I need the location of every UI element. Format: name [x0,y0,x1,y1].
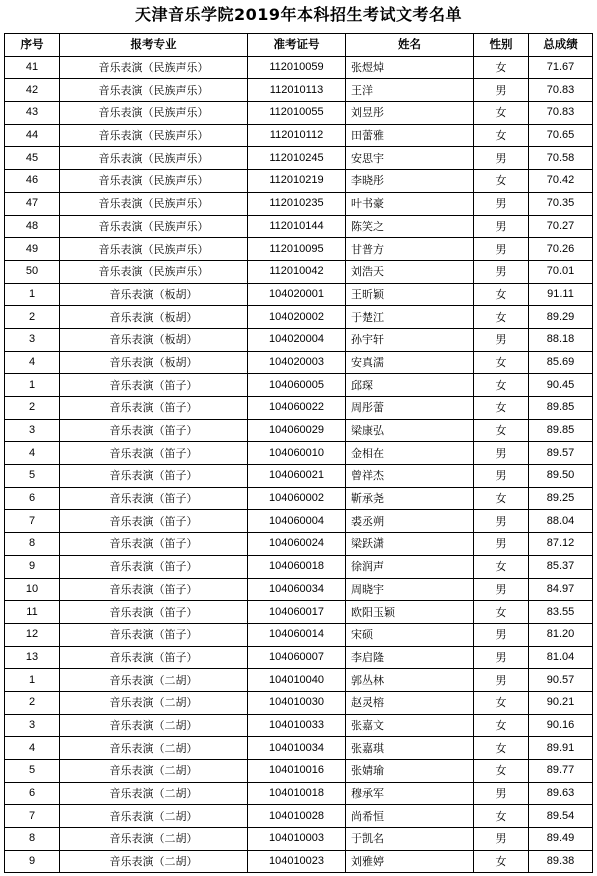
cell-exam-id: 104020002 [248,306,346,329]
header-score: 总成绩 [529,34,593,57]
cell-score: 89.29 [529,306,593,329]
cell-exam-id: 104020003 [248,351,346,374]
cell-gender: 男 [474,646,529,669]
cell-exam-id: 104060034 [248,578,346,601]
cell-seq: 11 [5,601,60,624]
table-row [5,510,593,533]
cell-exam-id: 112010219 [248,170,346,193]
cell-name: 裘丞朔 [346,510,474,533]
table-row [5,805,593,828]
table-row [5,828,593,851]
cell-exam-id: 104060017 [248,601,346,624]
cell-score: 89.54 [529,805,593,828]
cell-name: 尚希恒 [346,805,474,828]
table-row [5,124,593,147]
cell-major: 音乐表演（笛子） [60,623,248,646]
cell-exam-id: 104060029 [248,419,346,442]
cell-major: 音乐表演（笛子） [60,555,248,578]
table-row [5,760,593,783]
cell-seq: 8 [5,533,60,556]
cell-name: 田蕾雅 [346,124,474,147]
cell-score: 70.58 [529,147,593,170]
cell-exam-id: 104010016 [248,760,346,783]
cell-seq: 7 [5,510,60,533]
cell-exam-id: 104060002 [248,487,346,510]
cell-name: 王洋 [346,79,474,102]
cell-score: 85.69 [529,351,593,374]
cell-gender: 男 [474,260,529,283]
table-row [5,850,593,873]
cell-seq: 1 [5,283,60,306]
cell-exam-id: 112010144 [248,215,346,238]
cell-exam-id: 104060018 [248,555,346,578]
cell-exam-id: 104060024 [248,533,346,556]
cell-seq: 48 [5,215,60,238]
table-row [5,170,593,193]
cell-gender: 女 [474,737,529,760]
cell-gender: 女 [474,487,529,510]
cell-score: 81.04 [529,646,593,669]
cell-gender: 女 [474,601,529,624]
header-major: 报考专业 [60,34,248,57]
cell-name: 穆承军 [346,782,474,805]
table-row [5,102,593,125]
cell-score: 70.35 [529,192,593,215]
table-row [5,328,593,351]
cell-seq: 12 [5,623,60,646]
cell-seq: 13 [5,646,60,669]
cell-seq: 1 [5,669,60,692]
cell-seq: 47 [5,192,60,215]
cell-gender: 男 [474,328,529,351]
cell-score: 70.83 [529,102,593,125]
table-row [5,147,593,170]
cell-seq: 4 [5,442,60,465]
table-row [5,578,593,601]
cell-exam-id: 104010030 [248,691,346,714]
cell-seq: 2 [5,691,60,714]
cell-score: 88.18 [529,328,593,351]
cell-score: 90.21 [529,691,593,714]
cell-name: 郭丛林 [346,669,474,692]
cell-name: 张嘉琪 [346,737,474,760]
cell-seq: 10 [5,578,60,601]
cell-name: 张嘉文 [346,714,474,737]
cell-score: 89.25 [529,487,593,510]
cell-major: 音乐表演（板胡） [60,328,248,351]
table-row [5,782,593,805]
cell-score: 84.97 [529,578,593,601]
cell-major: 音乐表演（笛子） [60,442,248,465]
cell-exam-id: 104060004 [248,510,346,533]
cell-name: 刘浩天 [346,260,474,283]
cell-gender: 女 [474,714,529,737]
cell-major: 音乐表演（笛子） [60,510,248,533]
cell-score: 70.83 [529,79,593,102]
table-row [5,374,593,397]
cell-score: 89.49 [529,828,593,851]
cell-score: 91.11 [529,283,593,306]
cell-seq: 45 [5,147,60,170]
cell-name: 曾祥杰 [346,465,474,488]
cell-gender: 男 [474,192,529,215]
cell-major: 音乐表演（二胡） [60,760,248,783]
table-row [5,79,593,102]
cell-name: 于楚江 [346,306,474,329]
cell-seq: 44 [5,124,60,147]
cell-major: 音乐表演（笛子） [60,646,248,669]
cell-major: 音乐表演（民族声乐） [60,170,248,193]
cell-name: 王昕颖 [346,283,474,306]
cell-exam-id: 104060021 [248,465,346,488]
cell-seq: 50 [5,260,60,283]
cell-name: 李晓彤 [346,170,474,193]
cell-exam-id: 112010095 [248,238,346,261]
cell-name: 于凯名 [346,828,474,851]
table-body [5,56,593,873]
cell-exam-id: 112010055 [248,102,346,125]
cell-major: 音乐表演（民族声乐） [60,192,248,215]
cell-seq: 9 [5,850,60,873]
cell-seq: 6 [5,782,60,805]
cell-major: 音乐表演（二胡） [60,828,248,851]
cell-gender: 女 [474,397,529,420]
cell-major: 音乐表演（民族声乐） [60,147,248,170]
table-row [5,351,593,374]
cell-exam-id: 104010003 [248,828,346,851]
table-row [5,646,593,669]
cell-seq: 7 [5,805,60,828]
cell-score: 88.04 [529,510,593,533]
document-title: 天津音乐学院2019年本科招生考试文考名单 [134,5,463,24]
table-row [5,737,593,760]
table-header [5,34,593,57]
cell-name: 张婧瑜 [346,760,474,783]
cell-seq: 43 [5,102,60,125]
cell-gender: 女 [474,351,529,374]
cell-exam-id: 104010034 [248,737,346,760]
cell-score: 89.57 [529,442,593,465]
cell-name: 周晓宇 [346,578,474,601]
table-row [5,419,593,442]
cell-major: 音乐表演（板胡） [60,283,248,306]
header-gender: 性别 [474,34,529,57]
cell-major: 音乐表演（民族声乐） [60,102,248,125]
cell-name: 张煜焯 [346,56,474,79]
cell-gender: 男 [474,669,529,692]
cell-name: 安真濡 [346,351,474,374]
cell-name: 甘普方 [346,238,474,261]
header-name: 姓名 [346,34,474,57]
cell-exam-id: 104010023 [248,850,346,873]
cell-score: 89.63 [529,782,593,805]
cell-score: 85.37 [529,555,593,578]
cell-exam-id: 104020001 [248,283,346,306]
cell-gender: 女 [474,555,529,578]
cell-gender: 男 [474,578,529,601]
cell-exam-id: 112010245 [248,147,346,170]
cell-score: 89.91 [529,737,593,760]
cell-score: 70.01 [529,260,593,283]
cell-major: 音乐表演（民族声乐） [60,79,248,102]
header-exam-id: 准考证号 [248,34,346,57]
cell-name: 金相在 [346,442,474,465]
cell-seq: 42 [5,79,60,102]
cell-seq: 1 [5,374,60,397]
cell-gender: 女 [474,374,529,397]
cell-major: 音乐表演（民族声乐） [60,260,248,283]
cell-major: 音乐表演（笛子） [60,578,248,601]
cell-name: 梁跃潇 [346,533,474,556]
table-row [5,397,593,420]
table-row [5,623,593,646]
cell-gender: 男 [474,533,529,556]
admission-roster-table [4,33,593,873]
cell-gender: 女 [474,805,529,828]
cell-gender: 男 [474,510,529,533]
header-row [5,34,593,57]
cell-gender: 女 [474,170,529,193]
table-row [5,465,593,488]
cell-seq: 5 [5,465,60,488]
cell-gender: 男 [474,79,529,102]
cell-major: 音乐表演（板胡） [60,306,248,329]
cell-major: 音乐表演（二胡） [60,691,248,714]
cell-major: 音乐表演（板胡） [60,351,248,374]
table-row [5,192,593,215]
cell-name: 欧阳玉颖 [346,601,474,624]
cell-score: 70.65 [529,124,593,147]
cell-gender: 男 [474,465,529,488]
cell-major: 音乐表演（二胡） [60,782,248,805]
cell-gender: 男 [474,215,529,238]
table-row [5,238,593,261]
cell-name: 赵灵榕 [346,691,474,714]
cell-gender: 女 [474,124,529,147]
cell-gender: 女 [474,102,529,125]
header-seq: 序号 [5,34,60,57]
cell-score: 90.16 [529,714,593,737]
cell-name: 李启隆 [346,646,474,669]
cell-score: 89.85 [529,419,593,442]
cell-seq: 8 [5,828,60,851]
cell-name: 邱琛 [346,374,474,397]
cell-name: 周彤蕾 [346,397,474,420]
cell-seq: 5 [5,760,60,783]
cell-exam-id: 104010018 [248,782,346,805]
table-row [5,306,593,329]
cell-major: 音乐表演（民族声乐） [60,238,248,261]
cell-score: 89.85 [529,397,593,420]
cell-major: 音乐表演（民族声乐） [60,124,248,147]
cell-exam-id: 112010112 [248,124,346,147]
cell-name: 梁康弘 [346,419,474,442]
table-row [5,555,593,578]
table-row [5,487,593,510]
cell-major: 音乐表演（二胡） [60,805,248,828]
cell-gender: 女 [474,691,529,714]
table-row [5,56,593,79]
cell-exam-id: 112010113 [248,79,346,102]
cell-seq: 4 [5,351,60,374]
cell-exam-id: 104060022 [248,397,346,420]
cell-major: 音乐表演（笛子） [60,533,248,556]
cell-seq: 3 [5,714,60,737]
cell-seq: 41 [5,56,60,79]
cell-exam-id: 112010042 [248,260,346,283]
table-row [5,691,593,714]
cell-major: 音乐表演（二胡） [60,850,248,873]
cell-major: 音乐表演（笛子） [60,374,248,397]
cell-gender: 男 [474,623,529,646]
cell-seq: 3 [5,419,60,442]
cell-score: 90.57 [529,669,593,692]
cell-score: 89.38 [529,850,593,873]
table-row [5,215,593,238]
cell-major: 音乐表演（笛子） [60,465,248,488]
cell-major: 音乐表演（民族声乐） [60,215,248,238]
cell-seq: 3 [5,328,60,351]
cell-name: 靳承尧 [346,487,474,510]
cell-major: 音乐表演（二胡） [60,737,248,760]
cell-score: 89.77 [529,760,593,783]
cell-exam-id: 104060010 [248,442,346,465]
cell-gender: 女 [474,283,529,306]
cell-gender: 男 [474,828,529,851]
cell-score: 81.20 [529,623,593,646]
table-row [5,533,593,556]
cell-score: 87.12 [529,533,593,556]
cell-gender: 女 [474,850,529,873]
table-row [5,601,593,624]
cell-gender: 女 [474,419,529,442]
cell-seq: 6 [5,487,60,510]
cell-major: 音乐表演（二胡） [60,669,248,692]
cell-major: 音乐表演（民族声乐） [60,56,248,79]
cell-exam-id: 104010040 [248,669,346,692]
cell-gender: 女 [474,56,529,79]
cell-score: 89.50 [529,465,593,488]
cell-score: 70.42 [529,170,593,193]
cell-exam-id: 104060014 [248,623,346,646]
cell-seq: 49 [5,238,60,261]
table-row [5,714,593,737]
cell-seq: 46 [5,170,60,193]
cell-exam-id: 112010235 [248,192,346,215]
cell-gender: 男 [474,238,529,261]
cell-exam-id: 104060007 [248,646,346,669]
cell-gender: 男 [474,782,529,805]
cell-name: 孙宇轩 [346,328,474,351]
cell-exam-id: 104020004 [248,328,346,351]
cell-major: 音乐表演（二胡） [60,714,248,737]
cell-score: 71.67 [529,56,593,79]
cell-name: 宋硕 [346,623,474,646]
cell-name: 陈笑之 [346,215,474,238]
cell-exam-id: 104010028 [248,805,346,828]
cell-exam-id: 104010033 [248,714,346,737]
cell-seq: 2 [5,397,60,420]
cell-score: 90.45 [529,374,593,397]
cell-score: 70.26 [529,238,593,261]
cell-gender: 女 [474,760,529,783]
cell-name: 徐润声 [346,555,474,578]
cell-name: 刘雅婷 [346,850,474,873]
cell-exam-id: 112010059 [248,56,346,79]
cell-gender: 男 [474,442,529,465]
cell-gender: 女 [474,306,529,329]
cell-seq: 4 [5,737,60,760]
table-row [5,669,593,692]
cell-major: 音乐表演（笛子） [60,487,248,510]
cell-name: 刘昱彤 [346,102,474,125]
table-row [5,442,593,465]
cell-major: 音乐表演（笛子） [60,397,248,420]
cell-major: 音乐表演（笛子） [60,601,248,624]
table-row [5,283,593,306]
cell-major: 音乐表演（笛子） [60,419,248,442]
cell-score: 70.27 [529,215,593,238]
cell-seq: 2 [5,306,60,329]
cell-exam-id: 104060005 [248,374,346,397]
cell-name: 叶书豪 [346,192,474,215]
table-row [5,260,593,283]
cell-score: 83.55 [529,601,593,624]
cell-gender: 男 [474,147,529,170]
cell-seq: 9 [5,555,60,578]
cell-name: 安思宇 [346,147,474,170]
